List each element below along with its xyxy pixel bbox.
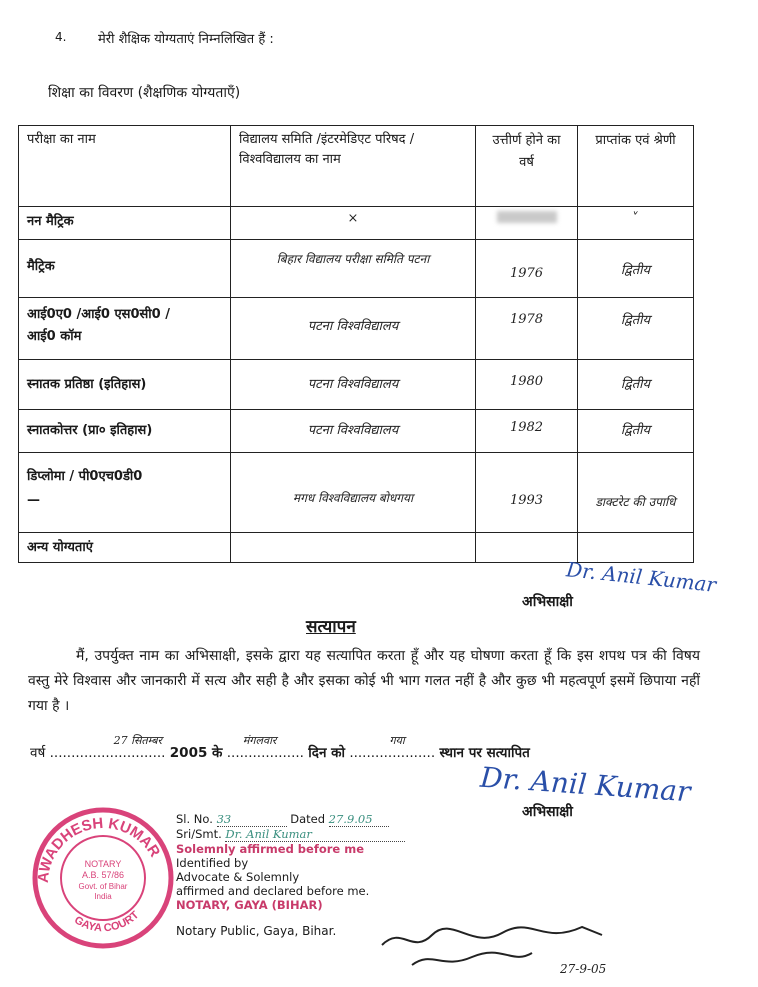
board-cell: ×	[231, 207, 476, 240]
notary-advocate-line: Advocate & Solemnly	[176, 870, 300, 884]
board-cell: पटना विश्वविद्यालय	[231, 410, 476, 453]
notary-stamp-line: NOTARY, GAYA (BIHAR)	[176, 898, 323, 912]
svg-text:India: India	[94, 892, 112, 901]
verification-date-line	[30, 734, 530, 761]
section-number: 4.	[55, 30, 67, 44]
board-cell: पटना विश्वविद्यालय	[231, 360, 476, 410]
board-cell	[231, 533, 476, 563]
table-row	[19, 453, 694, 533]
table-row	[19, 240, 694, 298]
table-row	[19, 298, 694, 360]
notary-block	[176, 812, 405, 938]
svg-text:A.B. 57/86: A.B. 57/86	[81, 870, 125, 880]
year-prefix: वर्ष	[30, 745, 46, 761]
day-field: .................. मंगलवार	[226, 734, 304, 761]
table-header-row	[19, 126, 694, 207]
svg-text:AWADHESH KUMAR: AWADHESH KUMAR	[34, 814, 164, 884]
table-row	[19, 410, 694, 453]
year-value: 2005 के	[169, 745, 223, 761]
marks-cell: द्वितीय	[578, 298, 694, 360]
marks-cell: द्वितीय	[578, 240, 694, 298]
exam-cell: स्नातक प्रतिष्ठा (इतिहास)	[19, 360, 231, 410]
day-label: दिन को	[308, 745, 346, 761]
year-cell: 1980	[476, 360, 578, 410]
marks-cell: डाक्टरेट की उपाधि	[578, 453, 694, 533]
marks-cell: द्वितीय	[578, 360, 694, 410]
svg-text:NOTARY: NOTARY	[84, 859, 122, 869]
deponent-signature-2: Dr. Anil Kumar	[479, 760, 692, 809]
education-table	[18, 125, 694, 563]
year-cell: 1976	[476, 240, 578, 298]
board-cell: मगध विश्वविद्यालय बोधगया	[231, 453, 476, 533]
deponent-signature: Dr. Anil Kumar	[565, 557, 718, 597]
notary-name-line: Sri/Smt. Dr. Anil Kumar	[176, 827, 405, 842]
header-marks: प्राप्तांक एवं श्रेणी	[578, 126, 694, 207]
marks-cell: द्वितीय	[578, 410, 694, 453]
svg-text:Govt. of Bihar: Govt. of Bihar	[78, 882, 128, 891]
table-row	[19, 207, 694, 240]
year-cell: 1978	[476, 298, 578, 360]
year-cell: 1982	[476, 410, 578, 453]
notary-identified-line: Identified by	[176, 856, 249, 870]
board-cell: पटना विश्वविद्यालय	[231, 298, 476, 360]
place-label: स्थान पर सत्यापित	[439, 745, 530, 761]
svg-text:GAYA COURT: GAYA COURT	[72, 909, 142, 935]
verification-title: सत्यापन	[306, 617, 356, 637]
notary-signature-date: 27-9-05	[560, 962, 607, 976]
date-field: ........................... 27 सितम्बर	[49, 734, 166, 761]
notary-seal	[28, 803, 178, 953]
table-row	[19, 533, 694, 563]
verification-body: मैं, उपर्युक्त नाम का अभिसाक्षी, इसके द्वारा यह सत्यापित करता हूँ और यह घोषणा करता हूँ कि इस शपथ पत्र की विषय वस्तु मेरे विश्वास और जानकारी में सत्य और सही है और इसका कोई भी भाग गलत नहीं है और कुछ भी महत्वपूर्ण इसमें छिपाया नहीं गया है ।	[28, 648, 701, 714]
board-cell: बिहार विद्यालय परीक्षा समिति पटना	[231, 240, 476, 298]
exam-cell: डिप्लोमा / पी0एच0डी0 —	[19, 453, 231, 533]
exam-cell: अन्य योग्यताएं	[19, 533, 231, 563]
marks-cell	[578, 533, 694, 563]
year-cell	[476, 207, 578, 240]
exam-cell: नन मैट्रिक	[19, 207, 231, 240]
header-board: विद्यालय समिति /इंटरमेडिएट परिषद / विश्वविद्यालय का नाम	[231, 126, 476, 207]
year-cell	[476, 533, 578, 563]
section-heading: मेरी शैक्षिक योग्यताएं निम्नलिखित हैं :	[98, 32, 274, 47]
notary-affirmed-line: affirmed and declared before me.	[176, 884, 370, 898]
deponent-label: अभिसाक्षी	[522, 594, 573, 610]
notary-sl-line: Sl. No. 33 Dated 27.9.05	[176, 812, 405, 827]
notary-sworn-line: Solemnly affirmed before me	[176, 842, 365, 856]
education-subheading: शिक्षा का विवरण (शैक्षणिक योग्यताएँ)	[48, 85, 241, 101]
table-row	[19, 360, 694, 410]
place-field: .................... गया	[349, 734, 436, 761]
year-cell: 1993	[476, 453, 578, 533]
header-year: उत्तीर्ण होने का वर्ष	[476, 126, 578, 207]
exam-cell: आई0ए0 /आई0 एस0सी0 / आई0 कॉम	[19, 298, 231, 360]
notary-footer: Notary Public, Gaya, Bihar.	[176, 924, 337, 938]
marks-cell: ˅	[578, 207, 694, 240]
deponent-label-2: अभिसाक्षी	[522, 804, 573, 820]
header-exam: परीक्षा का नाम	[19, 126, 231, 207]
exam-cell: स्नातकोत्तर (प्रा० इतिहास)	[19, 410, 231, 453]
exam-cell: मैट्रिक	[19, 240, 231, 298]
